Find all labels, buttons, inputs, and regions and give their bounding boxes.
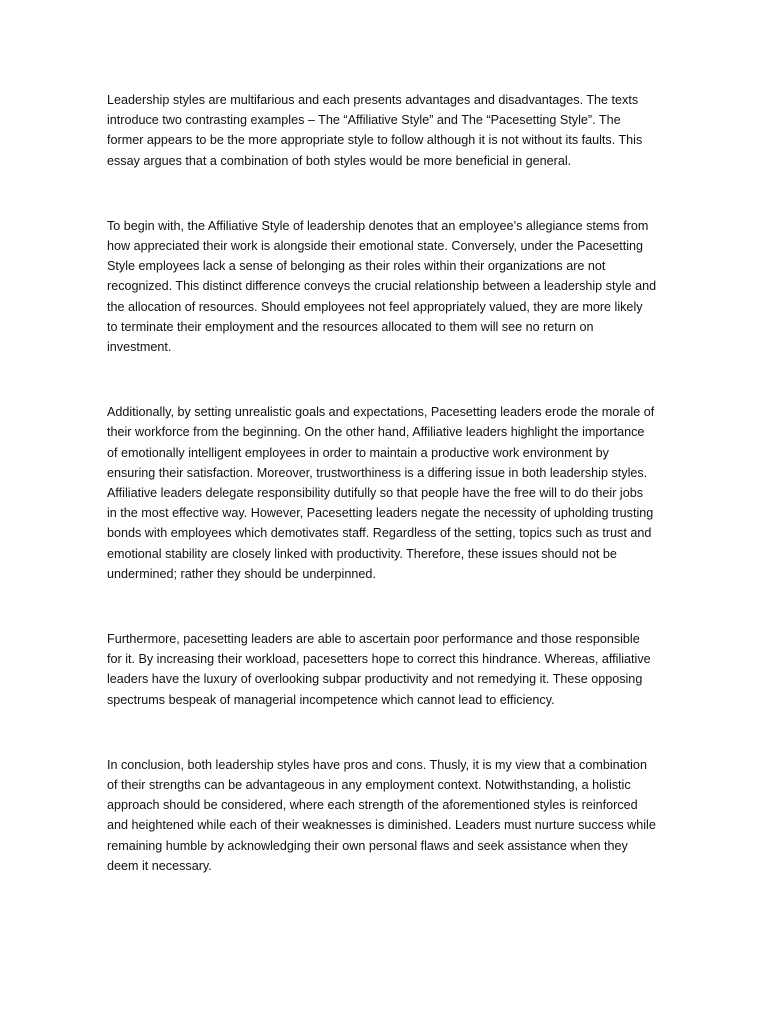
paragraph-introduction: Leadership styles are multifarious and each presents advantages and disadvantages. The texts introduce two contrasting examples – The “Affiliative Style” and The “Pacesetting Style”. The former appears to be the more appropriate style to follow although it is not without its faults. This essay argues that a combination of both styles would be more beneficial in general.: [107, 93, 643, 168]
paragraph-morale-and-trust: Additionally, by setting unrealistic goals and expectations, Pacesetting leaders erode the morale of their workforce from the beginning. On the other hand, Affiliative leaders highlight the importance of emotionally intelligent employees in order to maintain a productive work environment by ensuring their satisfaction. Moreover, trustworthiness is a differing issue in both leadership styles. Affiliative leaders delegate responsibility dutifully so that people have the free will to do their jobs in the most effective way. However, Pacesetting leaders negate the necessity of upholding trusting bonds with employees which demotivates staff. Regardless of the setting, topics such as trust and emotional stability are closely linked with productivity. Therefore, these issues should not be undermined; rather they should be underpinned.: [107, 405, 655, 581]
paragraph-performance: Furthermore, pacesetting leaders are able to ascertain poor performance and those responsible for it. By increasing their workload, pacesetters hope to correct this hindrance. Whereas, affiliative leaders have the luxury of overlooking subpar productivity and not remedying it. These opposing spectrums bespeak of managerial incompetence which cannot lead to efficiency.: [107, 632, 651, 707]
paragraph-conclusion: In conclusion, both leadership styles have pros and cons. Thusly, it is my view that a combination of their strengths can be advantageous in any employment context. Notwithstanding, a holistic approach should be considered, where each strength of the aforementioned styles is reinforced and heightened while each of their weaknesses is diminished. Leaders must nurture success while remaining humble by acknowledging their own personal flaws and seek assistance when they deem it necessary.: [107, 757, 656, 873]
paragraph-affiliative-vs-pacesetting: To begin with, the Affiliative Style of leadership denotes that an employee’s allegiance stems from how appreciated their work is alongside their emotional state. Conversely, under the Pacesetting Style employees lack a sense of belonging as their roles within their organizations are not recognized. This distinct difference conveys the crucial relationship between a leadership style and the allocation of resources. Should employees not feel appropriately valued, they are more likely to terminate their employment and the resources allocated to them will see no return on investment.: [107, 218, 657, 355]
document-page: [107, 90, 667, 876]
